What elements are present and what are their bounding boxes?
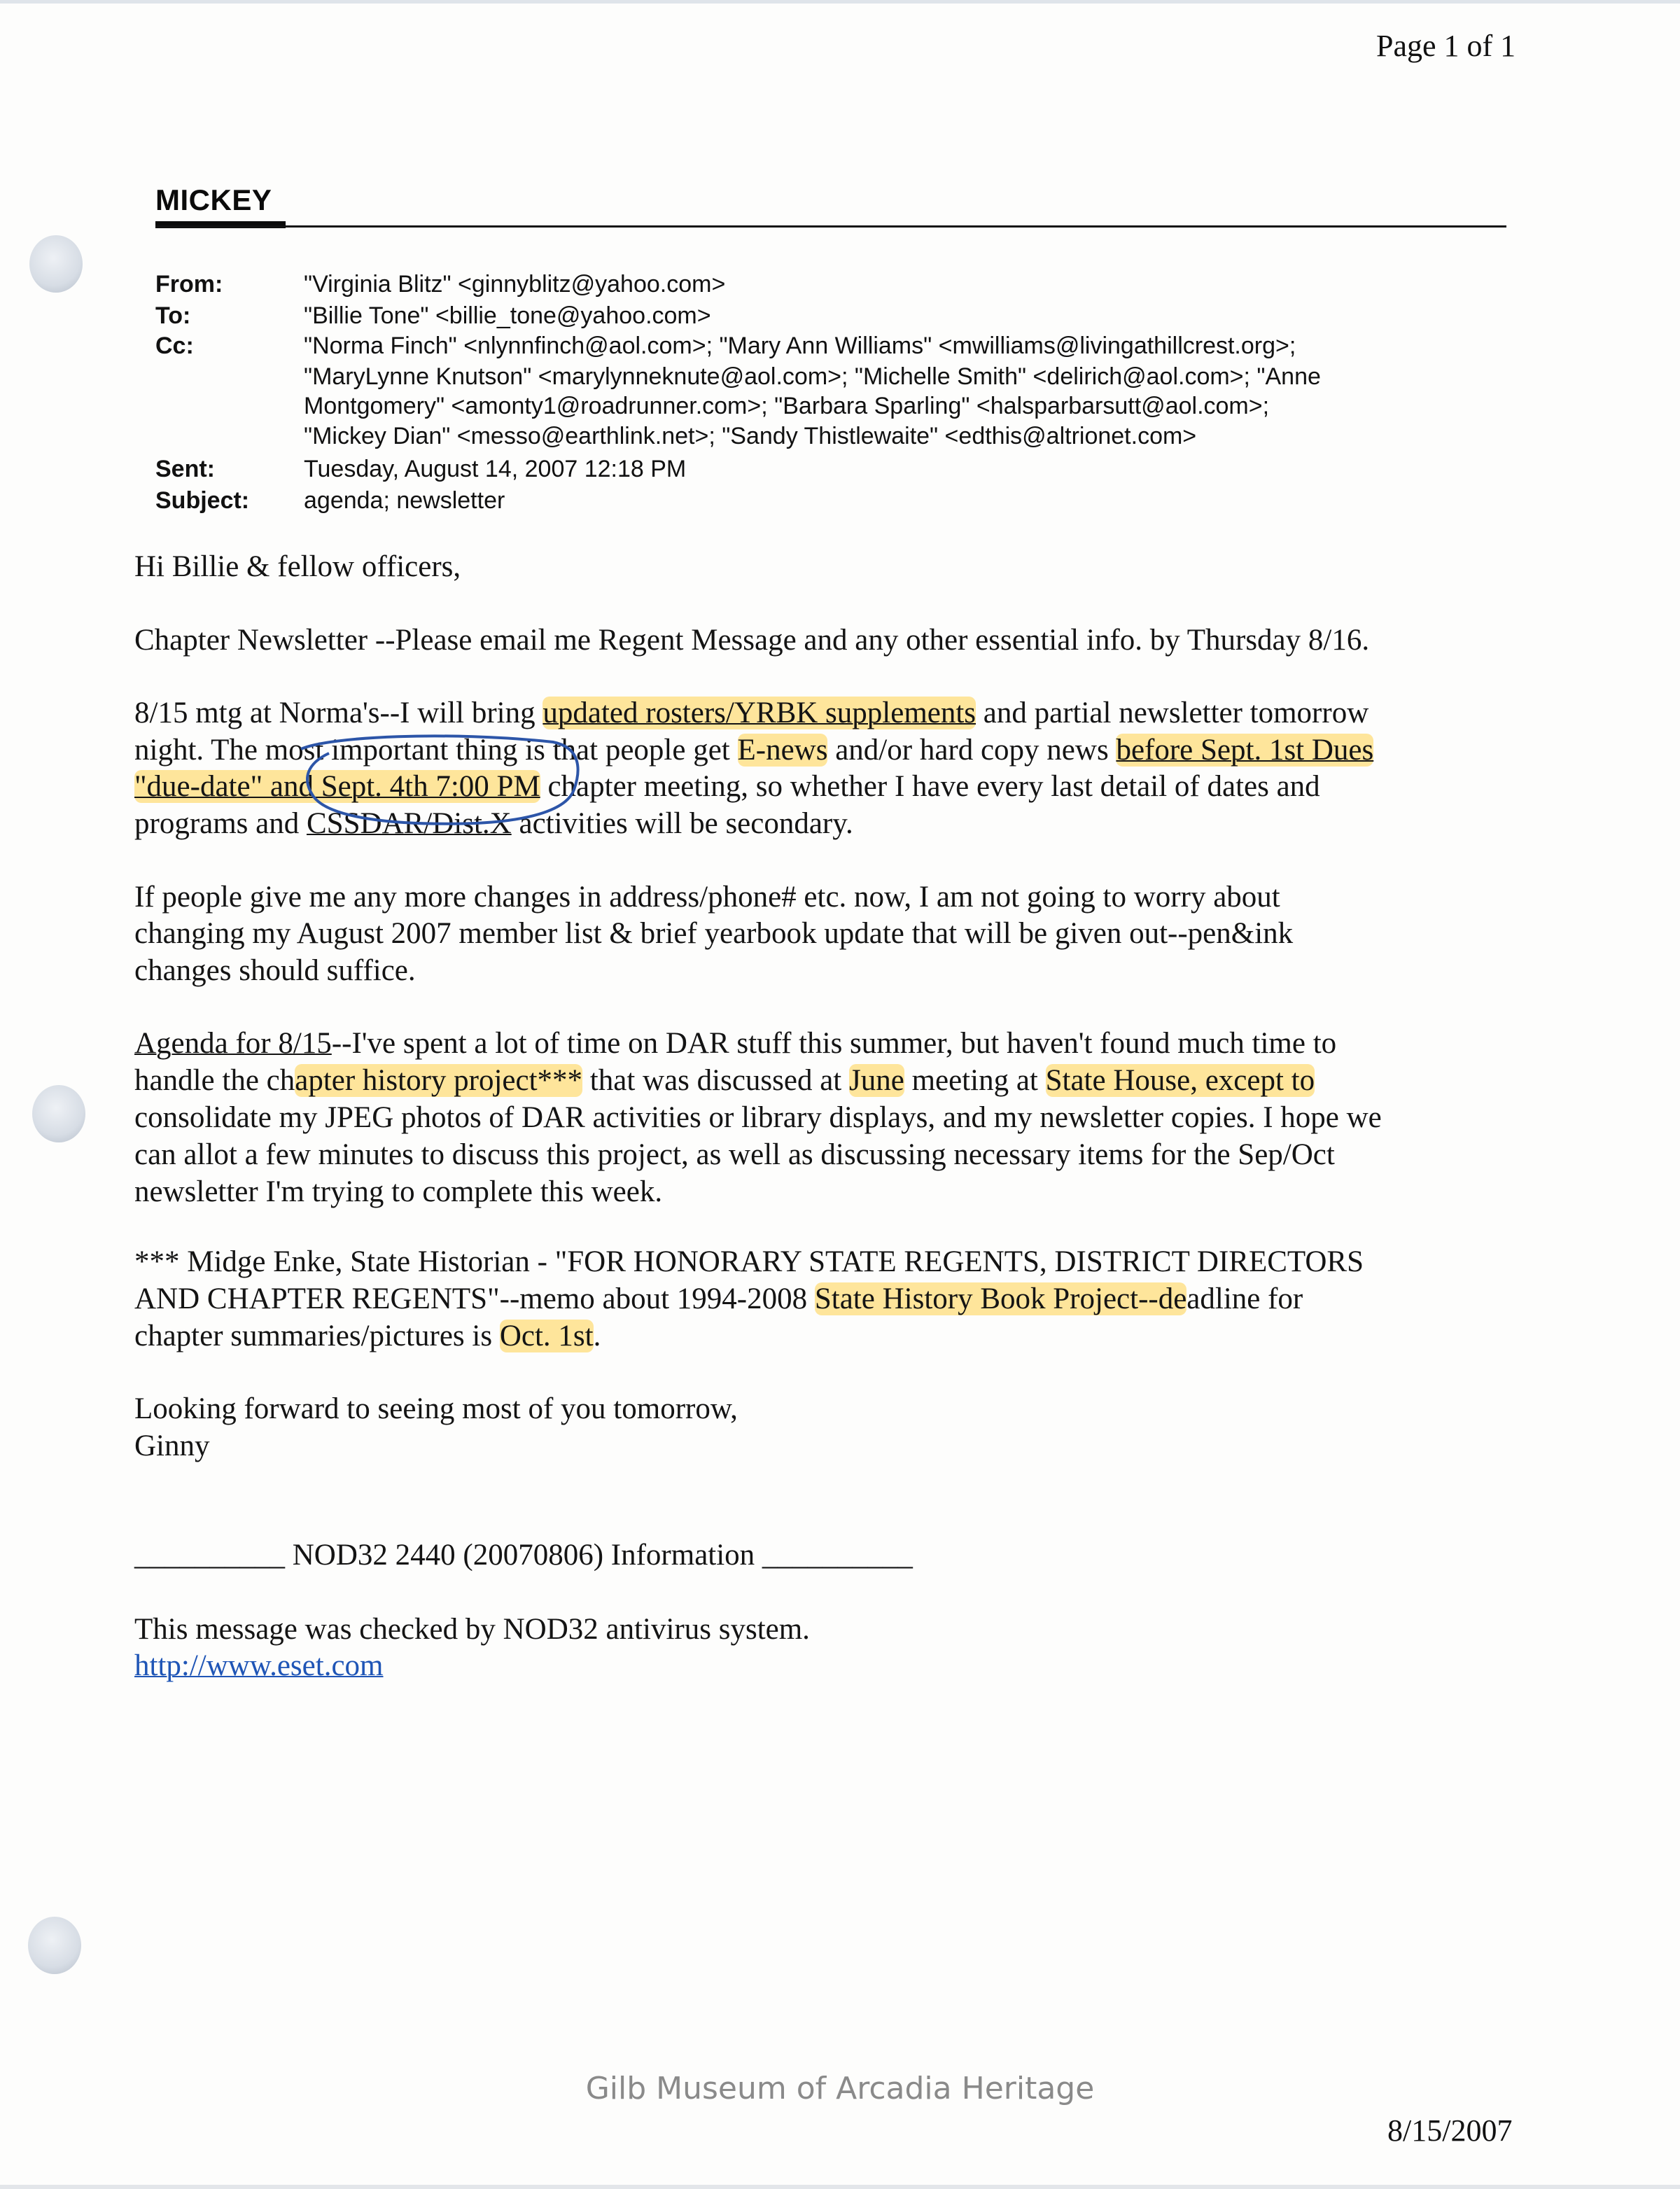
footer-date: 8/15/2007 <box>1387 2113 1513 2148</box>
antivirus-checked-line: This message was checked by NOD32 antivirus system. <box>134 1613 810 1646</box>
sent-label: Sent: <box>155 456 215 482</box>
sent-value: Tuesday, August 14, 2007 12:18 PM <box>304 456 687 482</box>
highlighted-text: apter history project*** <box>295 1064 583 1097</box>
underlined-text: CSSDAR/Dist.X <box>307 807 512 840</box>
to-value: "Billie Tone" <billie_tone@yahoo.com> <box>304 302 711 329</box>
cc-line: Montgomery" <amonty1@roadrunner.com>; "Barbara Sparling" <halsparbarsutt@aol.com>; <box>304 393 1270 419</box>
highlighted-text: updated rosters/YRBK supplements <box>542 697 976 729</box>
body-line: changing my August 2007 member list & brief yearbook update that will be given out--pen&ink <box>134 917 1294 950</box>
greeting: Hi Billie & fellow officers, <box>134 550 461 583</box>
text-run: programs and <box>134 807 307 840</box>
punch-hole <box>28 1917 81 1974</box>
highlighted-text: before Sept. 1st Dues <box>1116 734 1374 767</box>
body-line: changes should suffice. <box>134 954 416 987</box>
text-run: activities will be secondary. <box>511 807 853 840</box>
text-run: and/or hard copy news <box>827 734 1116 767</box>
highlighted-text: June <box>848 1064 904 1097</box>
body-line: If people give me any more changes in address/phone# etc. now, I am not going to worry about <box>134 881 1280 914</box>
highlighted-text: E-news <box>737 734 828 767</box>
text-run: that was discussed at <box>582 1064 849 1097</box>
text-run: --I've spent a lot of time on DAR stuff this summer, but haven't found much time to <box>331 1027 1337 1060</box>
newsletter-line: Chapter Newsletter --Please email me Regent Message and any other essential info. by Thursday 8/16. <box>134 624 1370 657</box>
subject-label: Subject: <box>155 487 250 514</box>
to-label: To: <box>155 302 191 329</box>
antivirus-info-line: __________ NOD32 2440 (20070806) Information __________ <box>134 1539 913 1572</box>
text-run: AND CHAPTER REGENTS"--memo about 1994-2008 <box>134 1282 815 1315</box>
subject-value: agenda; newsletter <box>304 487 505 514</box>
punch-hole <box>29 235 83 293</box>
cc-line: "MaryLynne Knutson" <marylynneknute@aol.com>; "Michelle Smith" <delirich@aol.com>; "Anne <box>304 363 1321 390</box>
highlighted-text: Oct. 1st <box>499 1320 594 1352</box>
body-line: can allot a few minutes to discuss this project, as well as discussing necessary items for the Sep/Oct <box>134 1138 1335 1171</box>
text-run: handle the ch <box>134 1064 295 1097</box>
text-run: chapter meeting, so whether I have every last detail of dates and <box>540 770 1320 803</box>
museum-watermark: Gilb Museum of Arcadia Heritage <box>585 2071 1095 2106</box>
closing-line: Looking forward to seeing most of you tomorrow, <box>134 1392 738 1425</box>
body-line: consolidate my JPEG photos of DAR activities or library displays, and my newsletter copies. I hope we <box>134 1101 1382 1134</box>
signature: Ginny <box>134 1429 210 1462</box>
highlighted-text: State History Book Project--de <box>814 1282 1187 1315</box>
highlighted-text: State House, except to <box>1045 1064 1315 1097</box>
underlined-text: Agenda for 8/15 <box>134 1027 332 1060</box>
body-line: newsletter I'm trying to complete this week. <box>134 1175 663 1208</box>
eset-link[interactable]: http://www.eset.com <box>134 1649 384 1682</box>
text-run: and partial newsletter tomorrow <box>976 697 1369 729</box>
scan-bottom-edge <box>0 2185 1680 2189</box>
punch-hole <box>32 1085 85 1142</box>
cc-label: Cc: <box>155 333 194 359</box>
from-label: From: <box>155 271 223 298</box>
page-number: Page 1 of 1 <box>1376 29 1516 63</box>
text-run: . <box>593 1320 601 1352</box>
document-title: MICKEY <box>155 183 272 216</box>
text-run: 8/15 mtg at Norma's--I will bring <box>134 697 543 729</box>
pen-loop-stroke <box>301 736 578 823</box>
text-run: meeting at <box>904 1064 1046 1097</box>
from-value: "Virginia Blitz" <ginnyblitz@yahoo.com> <box>304 271 726 298</box>
text-run: night. The most important thing is that people get <box>134 734 738 767</box>
cc-line: "Norma Finch" <nlynnfinch@aol.com>; "Mary Ann Williams" <mwilliams@livingathillcrest.org>; <box>304 333 1296 359</box>
cc-line: "Mickey Dian" <messo@earthlink.net>; "Sandy Thistlewaite" <edthis@altrionet.com> <box>304 423 1197 449</box>
highlighted-text: "due-date" and Sept. 4th 7:00 PM <box>134 770 540 803</box>
text-run: adline for <box>1186 1282 1303 1315</box>
body-line: *** Midge Enke, State Historian - "FOR HONORARY STATE REGENTS, DISTRICT DIRECTORS <box>134 1245 1364 1278</box>
text-run: chapter summaries/pictures is <box>134 1320 500 1352</box>
